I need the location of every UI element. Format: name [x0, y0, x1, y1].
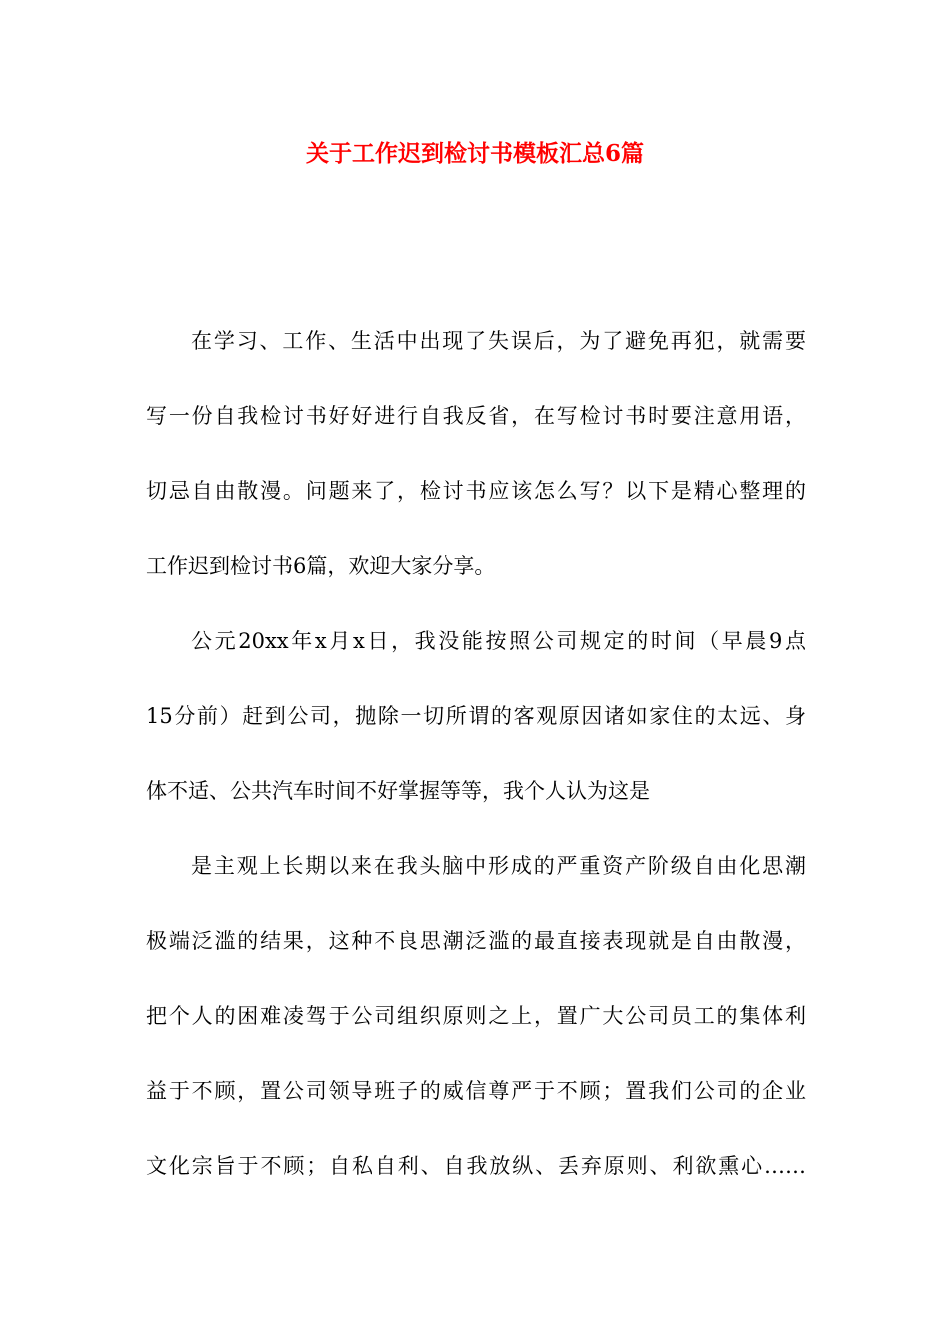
document-title: 关于工作迟到检讨书模板汇总6篇 [305, 140, 644, 167]
paragraph-1-line-2: 写一份自我检讨书好好进行自我反省，在写检讨书时要注意用语， [146, 404, 806, 428]
paragraph-1-line-4: 工作迟到检讨书6篇，欢迎大家分享。 [146, 554, 496, 578]
paragraph-1-line-1: 在学习、工作、生活中出现了失误后，为了避免再犯，就需要 [191, 329, 806, 353]
paragraph-2-line-3: 体不适、公共汽车时间不好掌握等等，我个人认为这是 [146, 779, 650, 803]
paragraph-1-line-3: 切忌自由散漫。问题来了，检讨书应该怎么写？以下是精心整理的 [146, 479, 806, 503]
paragraph-2-line-2: 15分前）赶到公司，抛除一切所谓的客观原因诸如家住的太远、身 [146, 704, 806, 728]
paragraph-3-line-4: 益于不顾，置公司领导班子的威信尊严于不顾；置我们公司的企业 [146, 1079, 806, 1103]
paragraph-3-line-1: 是主观上长期以来在我头脑中形成的严重资产阶级自由化思潮 [191, 854, 806, 878]
paragraph-3-line-5: 文化宗旨于不顾；自私自利、自我放纵、丢弃原则、利欲熏心…… [146, 1154, 806, 1178]
paragraph-3-line-3: 把个人的困难凌驾于公司组织原则之上，置广大公司员工的集体利 [146, 1004, 806, 1028]
paragraph-2-line-1: 公元20xx年x月x日，我没能按照公司规定的时间（早晨9点 [191, 629, 806, 653]
paragraph-3-line-2: 极端泛滥的结果，这种不良思潮泛滥的最直接表现就是自由散漫， [146, 929, 806, 953]
